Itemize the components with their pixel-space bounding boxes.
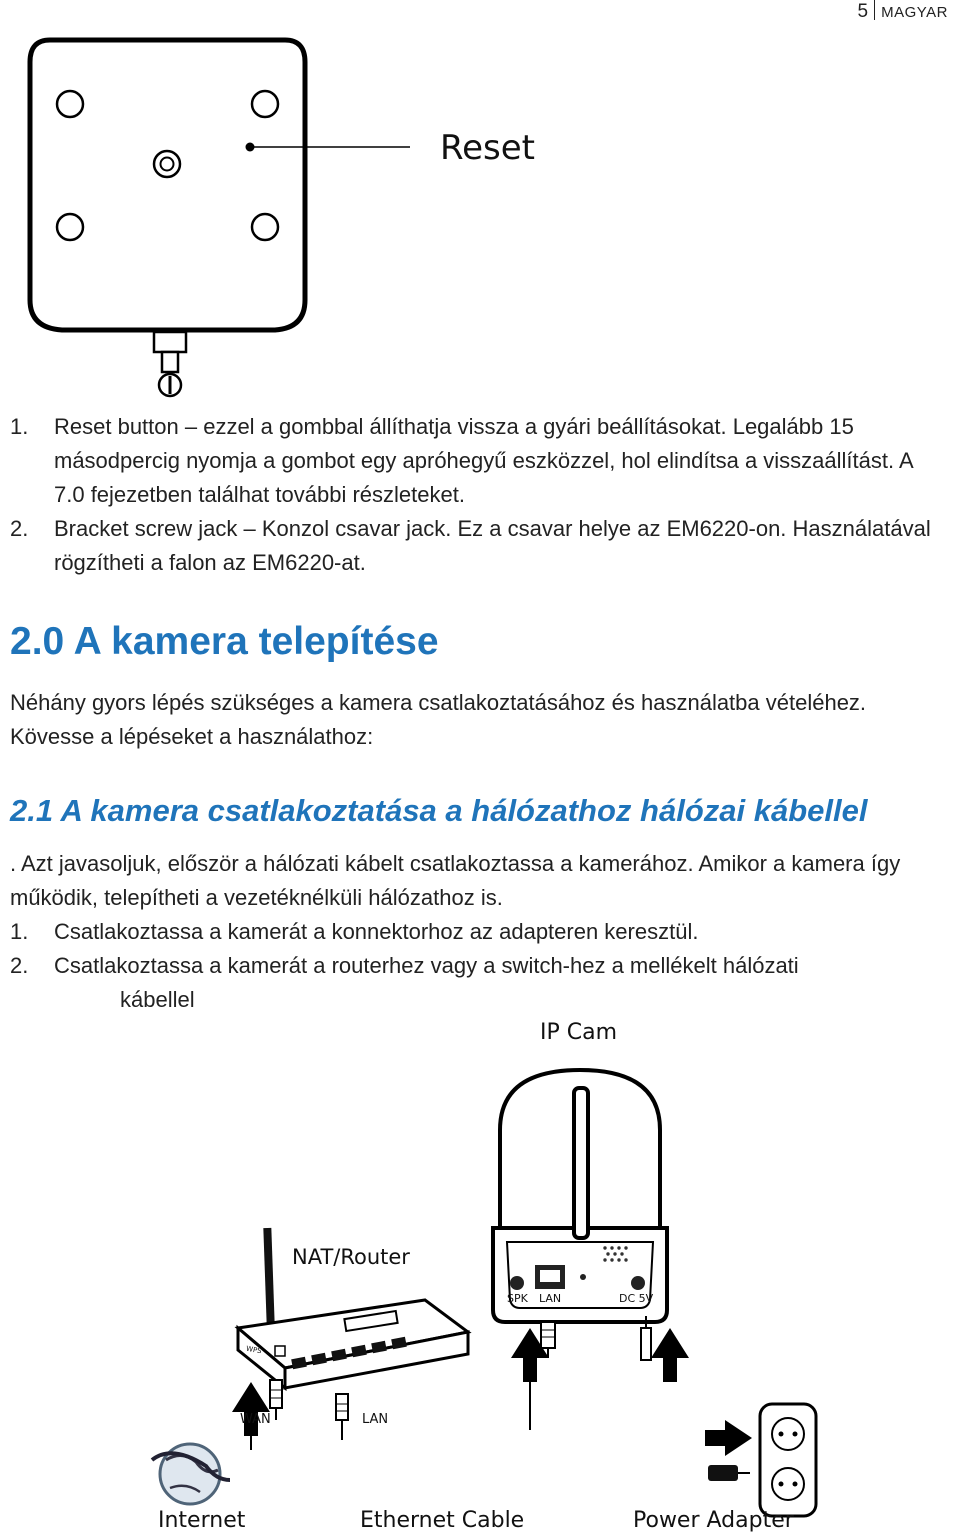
screw-hole-bottom-left xyxy=(57,214,83,240)
power-adapter-plug xyxy=(708,1465,750,1481)
step-text-continued: kábellel xyxy=(120,987,195,1012)
section-intro: Néhány gyors lépés szükséges a kamera csatlakoztatásához és használatba vételéhez. Kövesse a lépéseket a használathoz: xyxy=(10,690,867,749)
nat-router-label: NAT/Router xyxy=(292,1245,410,1269)
list-text: Reset button – ezzel a gombbal állíthatja vissza a gyári beállításokat. Legalább 15 másodpercig nyomja a gombot egy apróhegyű eszközzel, hol elindítsa a visszaállítást. A 7.0 fejezetben találhat további részleteket. xyxy=(54,414,913,507)
step-item xyxy=(10,949,940,983)
internet-globe-icon xyxy=(152,1444,230,1504)
camera-back-diagram xyxy=(0,0,560,400)
list-item-bracket xyxy=(10,512,940,580)
wps-label: WPS xyxy=(245,1344,263,1356)
internet-label: Internet xyxy=(158,1508,246,1533)
section-heading: 2.0 A kamera telepítése xyxy=(10,620,439,663)
page-header xyxy=(858,0,948,23)
network-diagram xyxy=(0,1010,960,1538)
power-adapter-label: Power Adapter xyxy=(633,1508,794,1533)
step-text: Csatlakoztassa a kamerát a routerhez vagy a switch-hez a mellékelt hálózati xyxy=(54,953,799,978)
cam-lan-label: LAN xyxy=(539,1292,562,1305)
cable-connector xyxy=(154,332,186,396)
spk-label: SPK xyxy=(507,1292,528,1305)
step-text: Csatlakoztassa a kamerát a konnektorhoz az adapteren keresztül. xyxy=(54,919,699,944)
bracket-screw-jack xyxy=(154,151,180,177)
list-number: 2. xyxy=(10,516,29,541)
step-number: 1. xyxy=(10,919,29,944)
list-number: 1. xyxy=(10,414,29,439)
reset-button-dot xyxy=(246,143,255,152)
camera-base-outline xyxy=(30,40,305,330)
list-text: Bracket screw jack – Konzol csavar jack. Ez a csavar helye az EM6220-on. Használatával rögzítheti a falon az EM6220-at. xyxy=(54,516,931,575)
ethernet-plug-wan xyxy=(270,1380,282,1420)
subsection-intro: . Azt javasoljuk, először a hálózati kábelt csatlakoztassa a kamerához. Amikor a kamera így működik, telepítheti a vezetéknélküli hálózathoz is. xyxy=(10,851,901,910)
subsection-heading: 2.1 A kamera csatlakoztatása a hálózathoz hálózai kábellel xyxy=(10,793,868,828)
reset-label: Reset xyxy=(440,128,535,168)
page-number: 5 xyxy=(857,1,869,22)
ip-camera xyxy=(493,1070,667,1322)
ethernet-cable-label: Ethernet Cable xyxy=(360,1508,525,1533)
power-socket xyxy=(760,1404,816,1516)
ip-cam-label: IP Cam xyxy=(540,1020,618,1045)
screw-hole-top-right xyxy=(252,91,278,117)
router-lan-label: LAN xyxy=(362,1412,389,1427)
ethernet-plug-lan xyxy=(336,1394,348,1440)
dc5v-label: DC 5V xyxy=(619,1292,654,1305)
wan-label: WAN xyxy=(240,1412,271,1427)
arrow-to-cam-power xyxy=(651,1328,689,1382)
list-item-reset xyxy=(10,410,940,512)
header-language: MAGYAR xyxy=(881,4,948,21)
dc-port xyxy=(631,1276,645,1290)
step-item xyxy=(10,915,940,949)
arrow-to-socket xyxy=(705,1420,752,1456)
header-divider xyxy=(874,0,875,20)
screw-hole-bottom-right xyxy=(252,214,278,240)
screw-hole-top-left xyxy=(57,91,83,117)
speaker-port xyxy=(510,1276,524,1290)
step-number: 2. xyxy=(10,953,29,978)
